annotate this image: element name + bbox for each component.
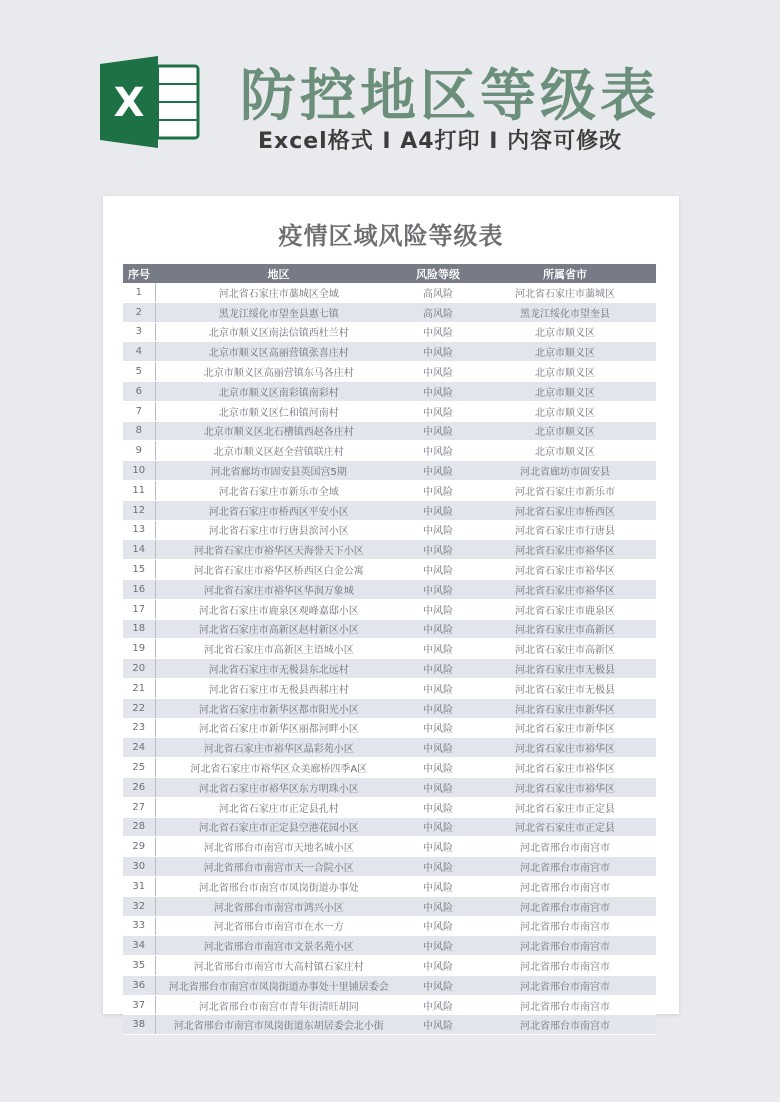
cell-region: 河北省邢台市南宫市青年街清旺胡同	[155, 995, 402, 1015]
cell-risk-level: 中风险	[402, 837, 474, 857]
cell-province: 河北省石家庄市裕华区	[474, 758, 656, 778]
cell-risk-level: 中风险	[402, 916, 474, 936]
cell-province: 河北省石家庄市裕华区	[474, 540, 656, 560]
cell-risk-level: 中风险	[402, 362, 474, 382]
cell-risk-level: 中风险	[402, 322, 474, 342]
column-header-region: 地区	[155, 264, 402, 283]
cell-region: 河北省石家庄市裕华区东方明珠小区	[155, 777, 402, 797]
table-row	[123, 936, 656, 956]
cell-province: 河北省邢台市南宫市	[474, 916, 656, 936]
cell-index: 19	[123, 639, 155, 659]
table-row	[123, 540, 656, 560]
risk-table	[123, 264, 656, 1035]
cell-risk-level: 中风险	[402, 936, 474, 956]
cell-risk-level: 中风险	[402, 817, 474, 837]
cell-region: 河北省石家庄市新华区丽都河畔小区	[155, 718, 402, 738]
cell-region: 河北省邢台市南宫市大高村镇石家庄村	[155, 956, 402, 976]
cell-region: 北京市顺义区南法信镇西杜兰村	[155, 322, 402, 342]
cell-province: 河北省石家庄市新华区	[474, 718, 656, 738]
cell-index: 18	[123, 619, 155, 639]
cell-province: 河北省邢台市南宫市	[474, 936, 656, 956]
cell-risk-level: 中风险	[402, 896, 474, 916]
table-row	[123, 777, 656, 797]
cell-region: 河北省邢台市南宫市在水一方	[155, 916, 402, 936]
table-row	[123, 283, 656, 302]
table-row	[123, 876, 656, 896]
cell-index: 30	[123, 857, 155, 877]
cell-risk-level: 中风险	[402, 480, 474, 500]
cell-risk-level: 中风险	[402, 342, 474, 362]
cell-province: 河北省石家庄市鹿泉区	[474, 599, 656, 619]
cell-risk-level: 中风险	[402, 797, 474, 817]
cell-region: 北京市顺义区高丽营镇张喜庄村	[155, 342, 402, 362]
cell-province: 北京市顺义区	[474, 421, 656, 441]
cell-province: 河北省石家庄市桥西区	[474, 500, 656, 520]
cell-index: 22	[123, 698, 155, 718]
cell-region: 河北省石家庄市裕华区桥西区白金公寓	[155, 560, 402, 580]
cell-region: 河北省廊坊市固安县英国宫5期	[155, 461, 402, 481]
cell-index: 21	[123, 678, 155, 698]
cell-province: 河北省石家庄市裕华区	[474, 777, 656, 797]
cell-province: 河北省石家庄市无极县	[474, 659, 656, 679]
cell-region: 河北省石家庄市行唐县滨河小区	[155, 520, 402, 540]
cell-index: 31	[123, 876, 155, 896]
cell-risk-level: 中风险	[402, 857, 474, 877]
cell-index: 6	[123, 381, 155, 401]
cell-region: 河北省石家庄市桥西区平安小区	[155, 500, 402, 520]
cell-index: 23	[123, 718, 155, 738]
table-row	[123, 639, 656, 659]
table-row	[123, 401, 656, 421]
table-header-row	[123, 264, 656, 283]
cell-region: 河北省石家庄市高新区主语城小区	[155, 639, 402, 659]
table-row	[123, 975, 656, 995]
cell-province: 河北省石家庄市裕华区	[474, 738, 656, 758]
cell-province: 河北省石家庄市裕华区	[474, 579, 656, 599]
column-header-index: 序号	[123, 264, 155, 283]
table-row	[123, 995, 656, 1015]
cell-province: 河北省邢台市南宫市	[474, 896, 656, 916]
cell-region: 河北省石家庄市裕华区晶彩苑小区	[155, 738, 402, 758]
table-row	[123, 342, 656, 362]
cell-region: 河北省邢台市南宫市天一合院小区	[155, 857, 402, 877]
table-row	[123, 480, 656, 500]
cell-region: 北京市顺义区南彩镇南彩村	[155, 381, 402, 401]
cell-province: 河北省邢台市南宫市	[474, 1015, 656, 1035]
table-row	[123, 797, 656, 817]
cell-region: 黑龙江绥化市望奎县惠七镇	[155, 302, 402, 322]
spreadsheet-page	[103, 196, 679, 1033]
cell-risk-level: 中风险	[402, 876, 474, 896]
table-row	[123, 421, 656, 441]
cell-region: 河北省石家庄市裕华区众美廊桥四季A区	[155, 758, 402, 778]
cell-index: 28	[123, 817, 155, 837]
cell-index: 14	[123, 540, 155, 560]
cell-region: 北京市顺义区北石槽镇西赵各庄村	[155, 421, 402, 441]
sheet-title: 疫情区域风险等级表	[278, 222, 504, 250]
table-row	[123, 956, 656, 976]
cell-index: 15	[123, 560, 155, 580]
cell-province: 河北省石家庄市新华区	[474, 698, 656, 718]
table-row	[123, 896, 656, 916]
column-header-province: 所属省市	[474, 264, 656, 283]
cell-index: 26	[123, 777, 155, 797]
cell-index: 34	[123, 936, 155, 956]
cell-index: 11	[123, 480, 155, 500]
cell-region: 北京市顺义区赵全营镇联庄村	[155, 441, 402, 461]
cell-region: 河北省邢台市南宫市凤岗街道办事处十里铺居委会	[155, 975, 402, 995]
table-row	[123, 758, 656, 778]
table-row	[123, 678, 656, 698]
cell-index: 8	[123, 421, 155, 441]
cell-risk-level: 中风险	[402, 718, 474, 738]
cell-index: 38	[123, 1015, 155, 1035]
table-row	[123, 817, 656, 837]
cell-region: 河北省石家庄市鹿泉区观峰嘉邸小区	[155, 599, 402, 619]
cell-region: 河北省石家庄市新乐市全域	[155, 480, 402, 500]
table-row	[123, 837, 656, 857]
cell-province: 河北省邢台市南宫市	[474, 956, 656, 976]
cell-risk-level: 中风险	[402, 639, 474, 659]
cell-risk-level: 中风险	[402, 956, 474, 976]
cell-province: 北京市顺义区	[474, 441, 656, 461]
cell-province: 河北省石家庄市正定县	[474, 817, 656, 837]
cell-province: 河北省邢台市南宫市	[474, 995, 656, 1015]
svg-text:X: X	[113, 80, 145, 126]
excel-icon	[100, 56, 200, 148]
banner-subtitle: Excel格式 I A4打印 I 内容可修改	[258, 129, 623, 154]
cell-risk-level: 中风险	[402, 599, 474, 619]
table-row	[123, 599, 656, 619]
table-row	[123, 441, 656, 461]
cell-risk-level: 中风险	[402, 777, 474, 797]
cell-province: 河北省石家庄市高新区	[474, 619, 656, 639]
cell-risk-level: 中风险	[402, 520, 474, 540]
cell-risk-level: 中风险	[402, 659, 474, 679]
cell-region: 河北省石家庄市新华区都市阳光小区	[155, 698, 402, 718]
table-row	[123, 1015, 656, 1035]
cell-province: 北京市顺义区	[474, 322, 656, 342]
cell-region: 北京市顺义区仁和镇河南村	[155, 401, 402, 421]
cell-province: 河北省石家庄市行唐县	[474, 520, 656, 540]
banner-title: 防控地区等级表	[240, 64, 660, 129]
cell-province: 北京市顺义区	[474, 362, 656, 382]
cell-index: 37	[123, 995, 155, 1015]
cell-province: 河北省邢台市南宫市	[474, 837, 656, 857]
cell-index: 4	[123, 342, 155, 362]
cell-region: 河北省邢台市南宫市凤岗街道东胡居委会北小街	[155, 1015, 402, 1035]
cell-region: 北京市顺义区高丽营镇东马各庄村	[155, 362, 402, 382]
cell-index: 16	[123, 579, 155, 599]
cell-index: 9	[123, 441, 155, 461]
cell-risk-level: 中风险	[402, 619, 474, 639]
cell-risk-level: 中风险	[402, 381, 474, 401]
cell-risk-level: 中风险	[402, 500, 474, 520]
cell-province: 河北省石家庄市正定县	[474, 797, 656, 817]
cell-region: 河北省邢台市南宫市凤岗街道办事处	[155, 876, 402, 896]
cell-index: 10	[123, 461, 155, 481]
cell-index: 33	[123, 916, 155, 936]
cell-province: 北京市顺义区	[474, 342, 656, 362]
cell-risk-level: 中风险	[402, 401, 474, 421]
cell-province: 河北省石家庄市无极县	[474, 678, 656, 698]
cell-region: 河北省石家庄市无极县西郝庄村	[155, 678, 402, 698]
table-row	[123, 500, 656, 520]
table-row	[123, 659, 656, 679]
cell-province: 河北省石家庄市新乐市	[474, 480, 656, 500]
cell-province: 河北省邢台市南宫市	[474, 857, 656, 877]
cell-risk-level: 中风险	[402, 441, 474, 461]
cell-region: 河北省邢台市南宫市文景名苑小区	[155, 936, 402, 956]
table-row	[123, 362, 656, 382]
table-row	[123, 381, 656, 401]
cell-index: 12	[123, 500, 155, 520]
cell-risk-level: 中风险	[402, 975, 474, 995]
cell-risk-level: 中风险	[402, 1015, 474, 1035]
table-row	[123, 302, 656, 322]
table-row	[123, 322, 656, 342]
cell-risk-level: 中风险	[402, 560, 474, 580]
cell-province: 河北省廊坊市固安县	[474, 461, 656, 481]
cell-index: 5	[123, 362, 155, 382]
cell-index: 20	[123, 659, 155, 679]
cell-risk-level: 中风险	[402, 540, 474, 560]
cell-index: 27	[123, 797, 155, 817]
cell-index: 36	[123, 975, 155, 995]
cell-province: 北京市顺义区	[474, 401, 656, 421]
table-row	[123, 520, 656, 540]
table-row	[123, 619, 656, 639]
cell-index: 32	[123, 896, 155, 916]
cell-index: 29	[123, 837, 155, 857]
table-row	[123, 718, 656, 738]
cell-index: 2	[123, 302, 155, 322]
cell-region: 河北省石家庄市无极县东北远村	[155, 659, 402, 679]
cell-risk-level: 高风险	[402, 283, 474, 302]
cell-risk-level: 中风险	[402, 579, 474, 599]
table-row	[123, 461, 656, 481]
cell-province: 河北省石家庄市高新区	[474, 639, 656, 659]
cell-province: 黑龙江绥化市望奎县	[474, 302, 656, 322]
cell-risk-level: 高风险	[402, 302, 474, 322]
cell-index: 1	[123, 283, 155, 302]
cell-province: 河北省邢台市南宫市	[474, 876, 656, 896]
cell-province: 河北省邢台市南宫市	[474, 975, 656, 995]
table-row	[123, 698, 656, 718]
cell-province: 河北省石家庄市裕华区	[474, 560, 656, 580]
table-row	[123, 579, 656, 599]
cell-risk-level: 中风险	[402, 678, 474, 698]
cell-risk-level: 中风险	[402, 995, 474, 1015]
table-row	[123, 857, 656, 877]
cell-index: 13	[123, 520, 155, 540]
cell-region: 河北省石家庄市裕华区天海誉天下小区	[155, 540, 402, 560]
cell-risk-level: 中风险	[402, 461, 474, 481]
cell-region: 河北省邢台市南宫市鸿兴小区	[155, 896, 402, 916]
cell-index: 17	[123, 599, 155, 619]
cell-risk-level: 中风险	[402, 421, 474, 441]
table-row	[123, 916, 656, 936]
cell-risk-level: 中风险	[402, 698, 474, 718]
cell-region: 河北省邢台市南宫市天地名城小区	[155, 837, 402, 857]
cell-risk-level: 中风险	[402, 738, 474, 758]
cell-region: 河北省石家庄市高新区赵村新区小区	[155, 619, 402, 639]
cell-region: 河北省石家庄市裕华区华润万象城	[155, 579, 402, 599]
cell-index: 35	[123, 956, 155, 976]
cell-region: 河北省石家庄市藁城区全域	[155, 283, 402, 302]
cell-index: 24	[123, 738, 155, 758]
cell-index: 3	[123, 322, 155, 342]
cell-index: 25	[123, 758, 155, 778]
column-header-risk: 风险等级	[402, 264, 474, 283]
cell-province: 北京市顺义区	[474, 381, 656, 401]
cell-region: 河北省石家庄市正定县孔村	[155, 797, 402, 817]
table-row	[123, 560, 656, 580]
cell-index: 7	[123, 401, 155, 421]
cell-risk-level: 中风险	[402, 758, 474, 778]
cell-region: 河北省石家庄市正定县空港花园小区	[155, 817, 402, 837]
table-row	[123, 738, 656, 758]
header-banner	[0, 0, 780, 190]
cell-province: 河北省石家庄市藁城区	[474, 283, 656, 302]
